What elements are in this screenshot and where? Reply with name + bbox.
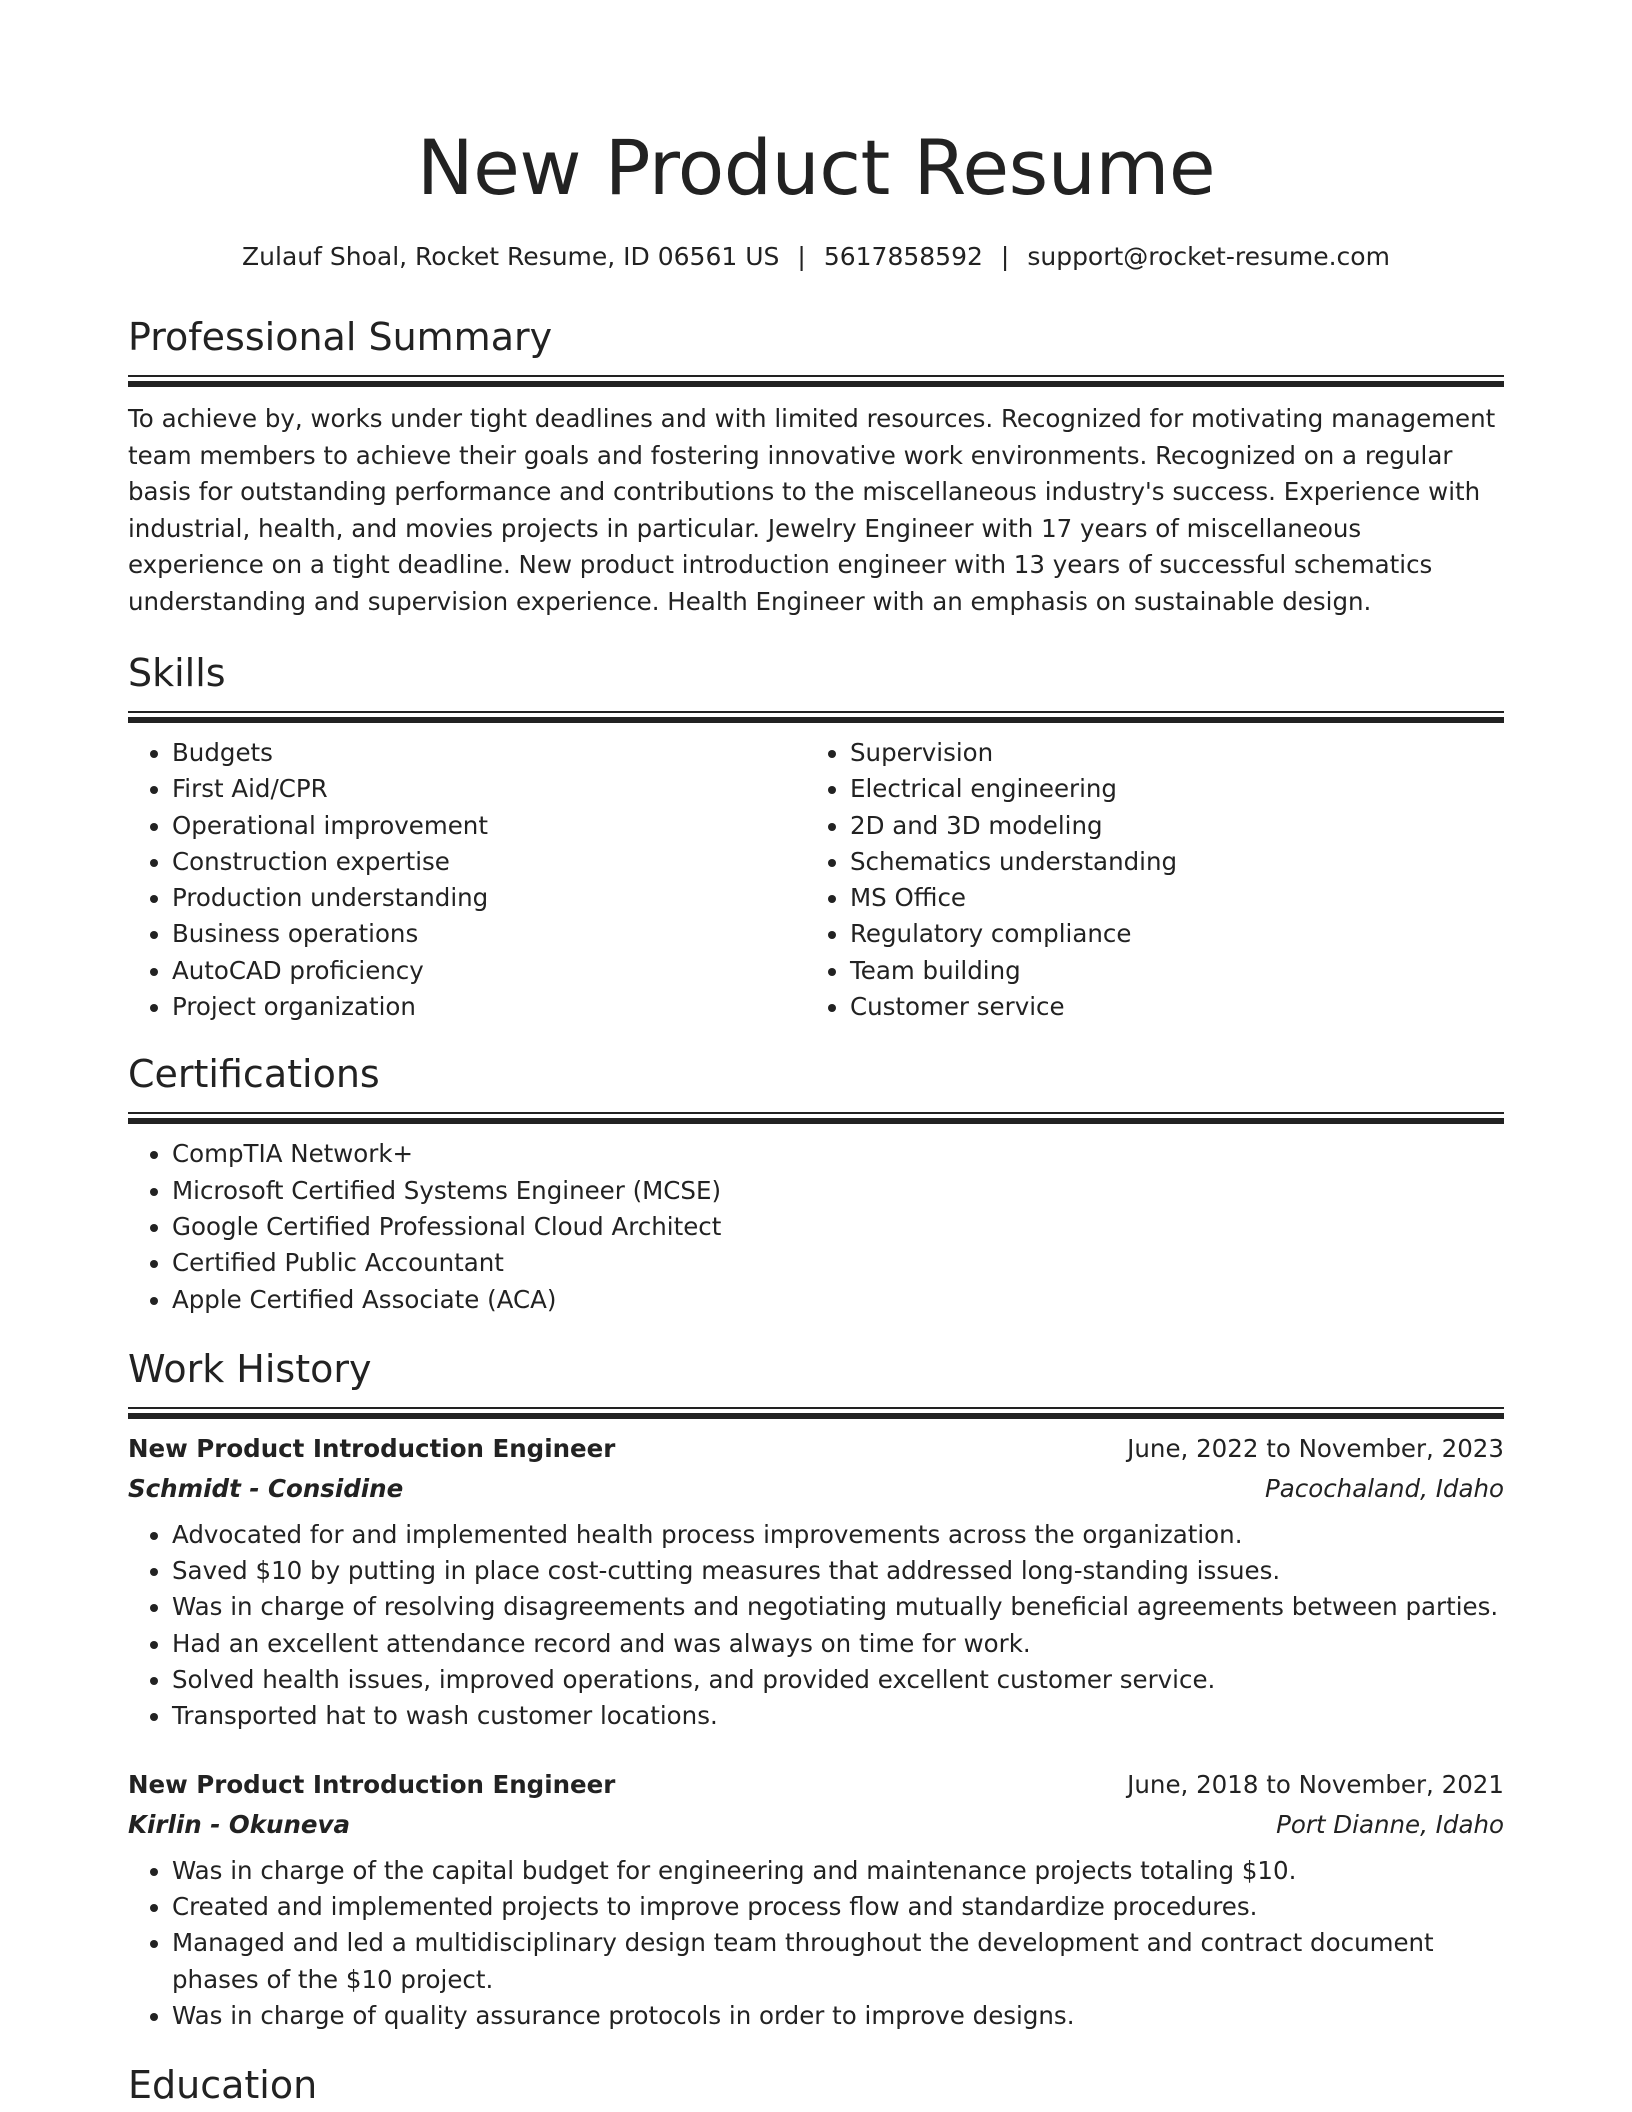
- contact-phone: 5617858592: [823, 242, 983, 271]
- contact-line: [128, 240, 1504, 274]
- job-entry: [128, 1765, 1504, 2034]
- job-subheader: [128, 1805, 1504, 1845]
- job-title: New Product Introduction Engineer: [128, 1433, 616, 1463]
- list-item: • Transported hat to wash customer locations.: [172, 1698, 1504, 1734]
- skills-column-right: [806, 735, 1484, 1025]
- list-item: • Budgets: [172, 735, 806, 771]
- section-divider: [128, 1112, 1504, 1124]
- list-item: • Google Certified Professional Cloud Architect: [172, 1209, 1504, 1245]
- list-item: • Team building: [850, 953, 1484, 989]
- contact-address: Zulauf Shoal, Rocket Resume, ID 06561 US: [242, 242, 780, 271]
- section-divider: [128, 711, 1504, 723]
- list-item: • Was in charge of resolving disagreements and negotiating mutually beneficial agreements between parties.: [172, 1589, 1504, 1625]
- list-item: • Had an excellent attendance record and was always on time for work.: [172, 1626, 1504, 1662]
- job-company: Schmidt - Considine: [128, 1473, 404, 1503]
- section-divider: [128, 1407, 1504, 1419]
- list-item: • Managed and led a multidisciplinary design team throughout the development and contract document phases of the $10 project.: [172, 1925, 1504, 1998]
- work-history-section: [128, 1344, 1504, 2034]
- list-item: • 2D and 3D modeling: [850, 808, 1484, 844]
- job-dates: June, 2018 to November, 2021: [1127, 1769, 1504, 1799]
- certifications-section: [128, 1049, 1504, 1317]
- job-location: Port Dianne, Idaho: [1276, 1809, 1504, 1839]
- resume-page: [128, 0, 1504, 2110]
- section-heading-work-history: Work History: [128, 1346, 372, 1391]
- list-item: • MS Office: [850, 880, 1484, 916]
- list-item: • Was in charge of the capital budget for engineering and maintenance projects totaling $10.: [172, 1853, 1504, 1889]
- section-divider: [128, 375, 1504, 387]
- list-item: • Created and implemented projects to improve process flow and standardize procedures.: [172, 1889, 1504, 1925]
- skills-columns: [128, 735, 1504, 1025]
- job-subheader: [128, 1469, 1504, 1509]
- list-item: • Supervision: [850, 735, 1484, 771]
- contact-separator: |: [797, 242, 806, 271]
- list-item: • Microsoft Certified Systems Engineer (MCSE): [172, 1173, 1504, 1209]
- job-entry: [128, 1429, 1504, 1735]
- skills-section: [128, 648, 1504, 1025]
- job-bullets: [128, 1853, 1504, 2034]
- summary-text: To achieve by, works under tight deadlines and with limited resources. Recognized for motivating management team members to achieve their goals and fostering innovative work environments. Recognized on a regular basis for outstanding performance and contributions to the miscellaneous industry's success. Experience with industrial, health, and movies projects in particular. Jewelry Engineer with 17 years of miscellaneous experience on a tight deadline. New product introduction engineer with 13 years of successful schematics understanding and supervision experience. Health Engineer with an emphasis on sustainable design.: [128, 404, 1496, 616]
- list-item: • AutoCAD proficiency: [172, 953, 806, 989]
- education-section: [128, 2060, 1504, 2110]
- list-item: • Operational improvement: [172, 808, 806, 844]
- section-heading-education: Education: [128, 2063, 318, 2108]
- contact-email: support@rocket-resume.com: [1027, 242, 1390, 271]
- job-title: New Product Introduction Engineer: [128, 1769, 616, 1799]
- list-item: • Electrical engineering: [850, 771, 1484, 807]
- list-item: • Business operations: [172, 916, 806, 952]
- list-item: • CompTIA Network+: [172, 1136, 1504, 1172]
- list-item: • Was in charge of quality assurance protocols in order to improve designs.: [172, 1998, 1504, 2034]
- list-item: • Production understanding: [172, 880, 806, 916]
- list-item: • Construction expertise: [172, 844, 806, 880]
- section-heading-skills: Skills: [128, 651, 226, 695]
- list-item: • Solved health issues, improved operations, and provided excellent customer service.: [172, 1662, 1504, 1698]
- list-item: • Certified Public Accountant: [172, 1245, 1504, 1281]
- job-company: Kirlin - Okuneva: [128, 1809, 351, 1839]
- list-item: • First Aid/CPR: [172, 771, 806, 807]
- job-header: [128, 1429, 1504, 1469]
- list-item: • Apple Certified Associate (ACA): [172, 1282, 1504, 1318]
- section-heading-certifications: Certifications: [128, 1052, 380, 1097]
- list-item: • Advocated for and implemented health process improvements across the organization.: [172, 1517, 1504, 1553]
- contact-separator: |: [1000, 242, 1010, 271]
- resume-title: New Product Resume: [416, 123, 1216, 212]
- list-item: • Saved $10 by putting in place cost-cutting measures that addressed long-standing issues.: [172, 1553, 1504, 1589]
- summary-section: [128, 312, 1504, 620]
- list-item: • Schematics understanding: [850, 844, 1484, 880]
- job-location: Pacochaland, Idaho: [1264, 1473, 1504, 1503]
- list-item: • Project organization: [172, 989, 806, 1025]
- job-dates: June, 2022 to November, 2023: [1127, 1433, 1504, 1463]
- job-header: [128, 1765, 1504, 1805]
- job-bullets: [128, 1517, 1504, 1735]
- skills-column-left: [128, 735, 806, 1025]
- list-item: • Regulatory compliance: [850, 916, 1484, 952]
- list-item: • Customer service: [850, 989, 1484, 1025]
- certifications-list: [128, 1136, 1504, 1317]
- section-heading-summary: Professional Summary: [128, 315, 553, 359]
